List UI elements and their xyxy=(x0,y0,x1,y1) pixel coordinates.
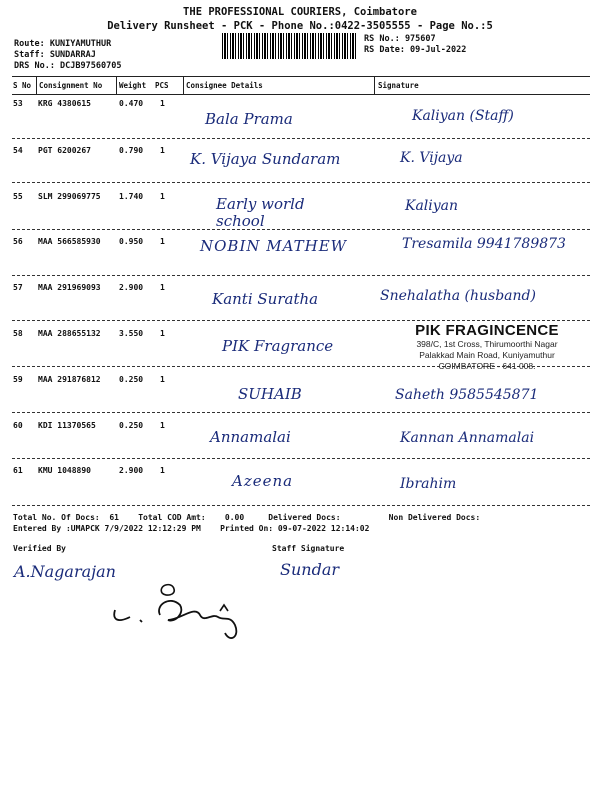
column-divider xyxy=(36,76,37,94)
row-consignment: MAA 291876812 xyxy=(38,375,101,384)
row-sno: 53 xyxy=(13,99,23,108)
staff-signature: Sundar xyxy=(280,560,339,579)
row-pcs: 1 xyxy=(160,192,165,201)
row-sno: 60 xyxy=(13,421,23,430)
company-title: THE PROFESSIONAL COURIERS, Coimbatore xyxy=(183,6,417,18)
row-consignee: Azeena xyxy=(232,472,294,490)
table-header-rule xyxy=(12,94,590,95)
verified-signature: A.Nagarajan xyxy=(14,562,116,581)
row-consignment: MAA 566585930 xyxy=(38,237,101,246)
col-header-pcs: PCS xyxy=(155,81,169,90)
row-sno: 57 xyxy=(13,283,23,292)
row-divider xyxy=(12,366,590,367)
row-signature: Kaliyan (Staff) xyxy=(412,108,514,124)
entered-printed-line: Entered By :UMAPCK 7/9/2022 12:12:29 PM Printed On: 09-07-2022 12:14:02 xyxy=(13,524,370,533)
row-consignee: NOBIN MATHEW xyxy=(200,237,348,255)
col-header-sno: S No xyxy=(13,81,32,90)
row-pcs: 1 xyxy=(160,466,165,475)
row-consignment: MAA 288655132 xyxy=(38,329,101,338)
row-signature: Snehalatha (husband) xyxy=(380,288,536,304)
row-signature: K. Vijaya xyxy=(400,150,463,166)
row-sno: 55 xyxy=(13,192,23,201)
row-consignee: Annamalai xyxy=(210,428,291,446)
row-consignee: PIK Fragrance xyxy=(222,337,334,355)
row-signature: Tresamila 9941789873 xyxy=(402,236,566,252)
col-header-consignee: Consignee Details xyxy=(186,81,263,90)
row-pcs: 1 xyxy=(160,237,165,246)
row-consignment: MAA 291969093 xyxy=(38,283,101,292)
row-sno: 56 xyxy=(13,237,23,246)
row-consignment: PGT 6200267 xyxy=(38,146,91,155)
staff-label: Staff: SUNDARRAJ xyxy=(14,50,96,60)
row-weight: 3.550 xyxy=(119,329,144,338)
row-consignment: SLM 299069775 xyxy=(38,192,101,201)
row-sno: 59 xyxy=(13,375,23,384)
row-weight: 2.900 xyxy=(119,466,144,475)
stamp-title: PIK FRAGINCENCE xyxy=(415,322,559,339)
row-consignee: Kanti Suratha xyxy=(212,290,319,308)
row-consignee: K. Vijaya Sundaram xyxy=(190,150,341,168)
row-pcs: 1 xyxy=(160,421,165,430)
row-divider xyxy=(12,182,590,183)
company-stamp xyxy=(392,322,582,372)
rs-date: RS Date: 09-Jul-2022 xyxy=(364,45,467,55)
row-divider xyxy=(12,320,590,321)
row-weight: 2.900 xyxy=(119,283,144,292)
column-divider xyxy=(116,76,117,94)
drs-number: DRS No.: DCJB97560705 xyxy=(14,61,122,71)
row-pcs: 1 xyxy=(160,146,165,155)
row-consignee: SUHAIB xyxy=(238,385,302,403)
stamp-address-line: 398/C, 1st Cross, Thirumoorthi Nagar xyxy=(416,339,558,349)
row-consignment: KRG 4380615 xyxy=(38,99,91,108)
row-weight: 0.470 xyxy=(119,99,144,108)
row-weight: 0.250 xyxy=(119,421,144,430)
row-weight: 0.790 xyxy=(119,146,144,155)
row-divider xyxy=(12,412,590,413)
row-divider xyxy=(12,138,590,139)
row-sno: 54 xyxy=(13,146,23,155)
row-sno: 58 xyxy=(13,329,23,338)
bottom-signature-scribble xyxy=(100,575,260,645)
runsheet-title: Delivery Runsheet - PCK - Phone No.:0422-3505555 - Page No.:5 xyxy=(107,20,493,32)
row-signature: Saheth 9585545871 xyxy=(395,387,539,403)
row-consignment: KDI 11370565 xyxy=(38,421,96,430)
verified-by-label: Verified By xyxy=(13,544,66,553)
row-consignment: KMU 1048890 xyxy=(38,466,91,475)
row-signature: Ibrahim xyxy=(400,476,457,492)
table-top-rule xyxy=(12,76,590,77)
row-divider xyxy=(12,275,590,276)
row-pcs: 1 xyxy=(160,375,165,384)
column-divider xyxy=(183,76,184,94)
rs-number: RS No.: 975607 xyxy=(364,34,436,44)
column-divider xyxy=(374,76,375,94)
row-divider xyxy=(12,229,590,230)
row-weight: 0.950 xyxy=(119,237,144,246)
row-sno: 61 xyxy=(13,466,23,475)
row-consignee: Bala Prama xyxy=(205,110,293,128)
totals-line: Total No. Of Docs: 61 Total COD Amt: 0.00 Delivered Docs: Non Delivered Docs: xyxy=(13,513,481,522)
col-header-consignment: Consignment No xyxy=(39,81,103,90)
row-consignee: Early world school xyxy=(216,195,305,230)
stamp-address-line: Palakkad Main Road, Kuniyamuthur xyxy=(419,350,555,360)
col-header-signature: Signature xyxy=(378,81,419,90)
row-divider xyxy=(12,458,590,459)
stamp-address-line: COIMBATORE - 641 008. xyxy=(438,361,536,371)
row-divider xyxy=(12,505,590,506)
row-pcs: 1 xyxy=(160,329,165,338)
row-pcs: 1 xyxy=(160,99,165,108)
staff-signature-label: Staff Signature xyxy=(272,544,345,553)
col-header-weight: Weight xyxy=(119,81,147,90)
row-signature: Kannan Annamalai xyxy=(400,430,535,446)
row-pcs: 1 xyxy=(160,283,165,292)
row-signature: Kaliyan xyxy=(405,198,459,214)
barcode xyxy=(222,33,356,59)
row-weight: 1.740 xyxy=(119,192,144,201)
route-label: Route: KUNIYAMUTHUR xyxy=(14,39,112,49)
row-weight: 0.250 xyxy=(119,375,144,384)
